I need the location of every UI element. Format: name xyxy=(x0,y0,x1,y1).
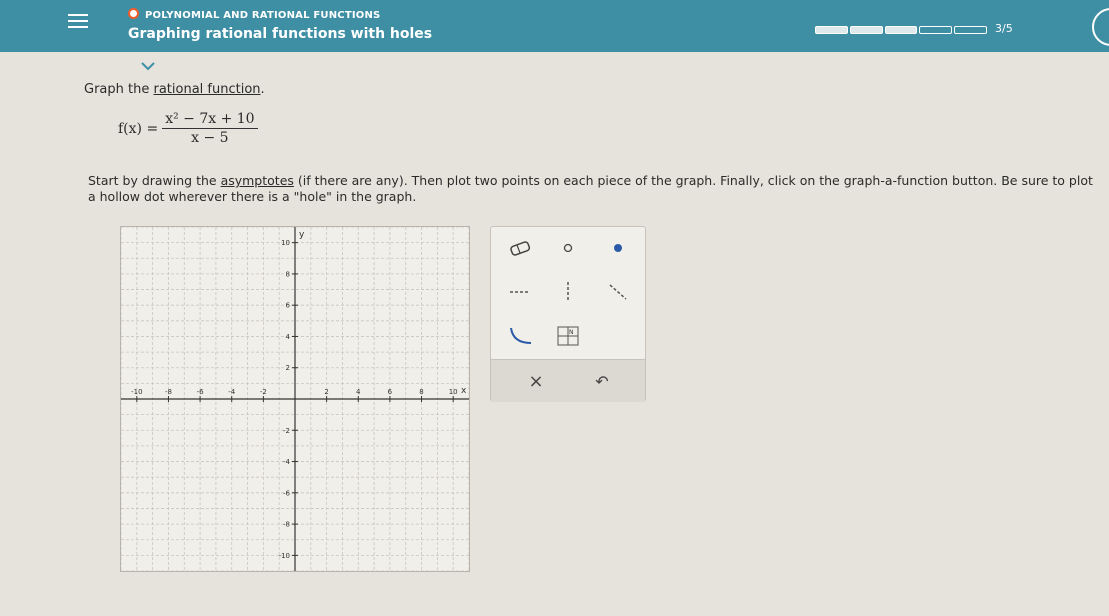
x-tick-label: 2 xyxy=(324,388,329,396)
top-header xyxy=(0,0,1109,52)
undo-button[interactable]: ↶ xyxy=(595,371,609,391)
chevron-down-icon[interactable] xyxy=(137,58,159,72)
topic-label: POLYNOMIAL AND RATIONAL FUNCTIONS xyxy=(128,8,380,21)
progress-segment xyxy=(885,26,918,34)
y-tick-label: -4 xyxy=(283,458,290,467)
instructions: Start by drawing the asymptotes (if there are any). Then plot two points on each piece of the graph. Finally, click on the graph-a-function button. Be sure to plot a hollow dot wherever there is a "hole" in the graph. xyxy=(88,173,1093,204)
numerator: x² − 7x + 10 xyxy=(162,111,257,129)
asymptotes-link[interactable]: asymptotes xyxy=(220,173,294,188)
y-tick-label: -8 xyxy=(283,520,290,529)
graph-function-icon[interactable] xyxy=(553,323,583,349)
toolbox-action-bar xyxy=(491,359,645,402)
x-tick-label: 8 xyxy=(419,388,424,396)
progress-segment xyxy=(850,26,883,34)
y-tick-label: 8 xyxy=(285,270,290,279)
progress-bar xyxy=(815,26,987,34)
y-tick-label: -10 xyxy=(278,551,290,560)
y-tick-label: -6 xyxy=(283,489,290,498)
x-tick-label: 4 xyxy=(356,388,361,396)
hollow-dot-icon[interactable] xyxy=(553,235,583,261)
question-prompt: Graph the rational function. xyxy=(84,82,265,97)
y-axis-label: y xyxy=(299,230,305,240)
x-tick-label: -6 xyxy=(196,388,204,396)
progress-segment xyxy=(954,26,987,34)
vertical-dashed-line-icon[interactable] xyxy=(553,279,583,305)
fraction xyxy=(162,111,257,146)
y-tick-label: 2 xyxy=(285,364,290,373)
coordinate-plane[interactable] xyxy=(121,227,469,571)
denominator: x − 5 xyxy=(191,130,229,146)
y-tick-label: -2 xyxy=(283,426,290,435)
horizontal-dashed-line-icon[interactable] xyxy=(505,279,535,305)
progress-label: 3/5 xyxy=(995,22,1013,35)
y-tick-label: 4 xyxy=(285,332,290,341)
progress-segment xyxy=(919,26,952,34)
account-circle-icon[interactable] xyxy=(1092,8,1109,46)
progress-segment xyxy=(815,26,848,34)
curve-icon[interactable] xyxy=(505,323,535,349)
y-tick-label: 6 xyxy=(285,301,290,310)
graph-canvas[interactable] xyxy=(120,226,470,572)
x-tick-label: 6 xyxy=(387,388,393,396)
menu-icon[interactable] xyxy=(68,12,90,30)
page-title: Graphing rational functions with holes xyxy=(128,26,433,42)
x-tick-label: -2 xyxy=(259,388,267,396)
clear-button[interactable]: × xyxy=(528,370,544,392)
x-tick-label: -4 xyxy=(228,388,236,396)
x-axis-label: x xyxy=(461,386,467,396)
x-tick-label: -8 xyxy=(164,388,172,396)
solid-dot-icon[interactable] xyxy=(603,235,633,261)
graph-toolbox xyxy=(490,226,646,402)
slant-dashed-line-icon[interactable] xyxy=(603,279,633,305)
eraser-icon[interactable] xyxy=(505,235,535,261)
rational-function-link[interactable]: rational function xyxy=(153,82,261,97)
function-formula: f(x) = $\frac{\text{x² − 7x + 10}}{x - 5}$ xyxy=(118,111,258,146)
topic-status-icon xyxy=(128,8,139,19)
x-tick-label: -10 xyxy=(131,388,143,396)
x-tick-label: 10 xyxy=(448,388,458,396)
svg-text:N: N xyxy=(569,329,574,336)
y-tick-label: 10 xyxy=(281,239,290,248)
